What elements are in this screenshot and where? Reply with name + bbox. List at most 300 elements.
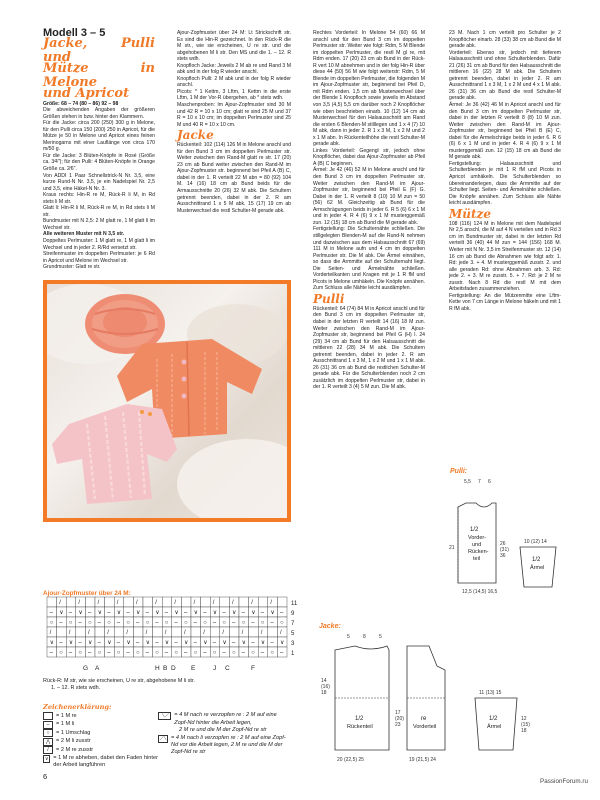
svg-text:14: 14	[321, 678, 327, 684]
col3-p2: Linkes Vorderteil: Gegengl str, jedoch ohne Knopflöcher, dabei das Ajour-Zopfmuster ab Pfeil A (B) C beginnen.	[313, 147, 425, 167]
legend-item: ⟍⟋ = 4 M nach re verzopfen re : 2 M auf eine Zopf-Nd hinter die Arbeit legen,	[158, 712, 288, 727]
arrow-label: E	[191, 665, 196, 672]
col4-p1: 23 M. Nach 1 cm verteilt pro Schulter je 2 Knopflöcher einarb. 28 (33) 38 cm ab Bund die M gerade abk.	[449, 30, 561, 50]
col1-p7: Glatt li: Hin-R li M, Rück-R re M, in Rd stets li M str.	[43, 205, 155, 218]
chart-symbol: –	[212, 620, 217, 627]
chart-symbol: /	[145, 630, 148, 637]
chart-cell	[277, 627, 287, 637]
chart-cell	[66, 627, 76, 637]
row-number: 11	[291, 601, 298, 607]
chart-cell	[85, 627, 95, 637]
chart-symbol: ∨	[59, 610, 64, 617]
pulli-body-label-c: und	[472, 542, 482, 548]
svg-text:(16): (16)	[321, 684, 330, 690]
col2-p6: Rückenteil: 102 (114) 126 M in Melone anschl und für den Bund 3 cm im doppelten Perlmuster str. Weiter zwischen den Rand-M glatt re str. 17 (20) 23 cm ab Bund weiter zwischen den Rand-M im Ajour-Zopfmuster str. beginnend bei Pfeil A (B) C, dabei in der 1. R verteilt 22 M abn = 80 (92) 104 M. 14 (16) 18 cm ab Bund beids für die Armausschnitte 20 (26) 32 M abk. Die Schultern getrennt beenden, dabei in der 2. R am Ausschnittrand 1 x 5 M abk. 15 (17) 19 cm ab Musterwechsel die restl Schulter-M gerade abk.	[177, 142, 291, 214]
jacke-schematic	[317, 620, 567, 770]
chart-cell	[258, 597, 268, 607]
chart-symbol: –	[260, 610, 265, 617]
chart-symbol: ○	[49, 620, 54, 627]
chart-symbol: ○	[164, 620, 169, 627]
svg-text:6: 6	[488, 479, 491, 485]
chart-symbol: ∨	[155, 610, 160, 617]
pulli-body-label-e: teil	[473, 556, 481, 562]
chart-symbol: –	[97, 640, 101, 647]
arrow-label: B	[163, 665, 168, 672]
chart-symbol: /	[116, 600, 119, 607]
chart-cell	[124, 627, 134, 637]
jacke-back-label: 1/2	[355, 716, 364, 722]
svg-text:(15): (15)	[521, 722, 530, 728]
chart-cell	[114, 597, 124, 607]
svg-text:18: 18	[321, 690, 327, 696]
chart-symbol: –	[59, 620, 63, 627]
chart-symbol: ○	[203, 620, 207, 627]
chart-row-numbers	[291, 601, 298, 657]
chart-cell	[229, 627, 239, 637]
chart-symbol: ∨	[97, 610, 103, 617]
legend-item: 2 M re und die M der Zopf-Nd re str	[179, 727, 267, 734]
chart-symbol: /	[232, 600, 234, 607]
col1-p4: Für die Jacke: 3 Blüten-Knöpfe in Rosé (Größe ca. 3⁄4"); für den Pulli: 4 Blüten-Knöpfe in Orange Größe ca. 2⁄6".	[43, 152, 155, 173]
chart-cell	[220, 597, 230, 607]
svg-text:5,5: 5,5	[464, 479, 471, 485]
chart-symbol: –	[164, 650, 169, 657]
heading-jacke: Jacke	[177, 128, 214, 143]
col1-p8: Bundmuster mit N 2,5: 2 M glatt re, 1 M glatt li im Wechsel str.	[43, 218, 155, 231]
chart-symbol: /	[78, 600, 81, 607]
chart-symbol: ∨	[88, 640, 93, 647]
chart-cell	[201, 597, 211, 607]
chart-symbol: –	[280, 610, 284, 617]
chart-cell	[133, 627, 143, 637]
chart-symbol: /	[49, 630, 52, 637]
chart-symbol: –	[193, 640, 197, 647]
chart-cell	[57, 597, 67, 607]
yarn-over-symbol: ○	[43, 729, 53, 737]
column-4	[449, 30, 561, 312]
chart-symbol: ∨	[251, 610, 256, 617]
cable-right-symbol: ⟍⟋	[158, 712, 171, 720]
chart-cell	[201, 627, 211, 637]
row-number: 9	[291, 611, 295, 617]
col1-p10: Doppeltes Perlmuster: 1 M glatt re, 1 M glatt li im Wechsel und in jeder 2. R/Rd versetzt str.	[43, 238, 155, 251]
legend-item: – = 1 M li	[43, 721, 158, 729]
chart-symbol: –	[251, 640, 255, 647]
chart-cell	[66, 597, 76, 607]
arrow-label: F	[251, 665, 255, 672]
chart-symbol: ∨	[78, 610, 83, 617]
slip-stitch-symbol: ∨	[44, 755, 49, 762]
chart-symbol: ○	[68, 620, 73, 627]
model-label: Modell 3 – 5	[43, 27, 106, 39]
chart-symbol: /	[97, 600, 100, 607]
svg-text:17: 17	[395, 710, 401, 716]
svg-text:5: 5	[379, 634, 382, 640]
chart-symbol: –	[184, 610, 188, 617]
chart-symbol: ∨	[260, 640, 266, 647]
legend-item: ⟋⟍ = 4 M nach li verzopfen re : 2 M auf eine Zopf-Nd vor die Arbeit legen, 2 M re und die M der Zopf-Nd re str	[159, 734, 286, 756]
col3-p3: Ärmel: Je 42 (46) 52 M in Melone anschl und für den Bund 3 cm im doppelten Perlmuster str. Weiter zwischen den Rand-M im Ajour-Zopfmuster str, beginnend bei Pfeil E (F) G. Dabei in der 1. R verteilt 8 (10) 10 M zun = 50 (56) 62 M. Gleichzeitig ab Bund für die Armschrägungen beids in jeder 6. R 5 (6) 6 x 1 M und in jeder 4. R 4 (6) 9 x 1 M musterggemäß zun. 12 (15) 18 cm ab Bund die M gerade abk.	[313, 167, 425, 226]
chart-cell	[95, 597, 105, 607]
chart-cell	[191, 597, 201, 607]
chart-symbol: ○	[97, 650, 102, 657]
col4-p4: Fertigstellung: Halsausschnitt und Schulterblenden je mit 1 R fM und Picots in Apricot umhäkeln. Die Schulterblenden so übereinanderlegen, dass die Armmitte auf der Schulter liegt. Seiten- und Ärmelnähte schließen. Die Knöpfe annähen. Zum Schluss alle Nähte leicht ausdämpfen.	[449, 160, 561, 207]
chart-symbol: ○	[155, 650, 159, 657]
chart-symbol: –	[184, 650, 188, 657]
watermark-footer: PassionForum.ru	[540, 778, 588, 785]
chart-symbol: /	[280, 630, 282, 637]
chart-symbol: –	[222, 610, 226, 617]
chart-cell	[95, 627, 105, 637]
chart-symbol: –	[49, 650, 53, 657]
chart-symbol: ∨	[68, 640, 74, 647]
svg-text:23: 23	[395, 722, 401, 728]
photo-background	[47, 284, 287, 518]
chart-symbol: –	[68, 610, 73, 617]
knitting-chart	[43, 596, 303, 696]
chart-symbol: –	[270, 620, 274, 627]
chart-symbol: ∨	[116, 610, 122, 617]
jacke-front-width: 19 (21,5) 24	[409, 757, 436, 763]
chart-cell	[239, 597, 249, 607]
chart-symbol: /	[174, 600, 177, 607]
chart-symbol: /	[212, 600, 215, 607]
legend-item: ∨ = 1 M re abheben, dabei den Faden hinter der Arbeit langführen	[44, 754, 158, 769]
svg-text:7: 7	[478, 479, 481, 485]
chart-symbol: ○	[88, 620, 92, 627]
chart-symbol: ∨	[164, 640, 170, 647]
chart-symbol: ∨	[193, 610, 199, 617]
chart-symbol: ∨	[270, 610, 275, 617]
chart-symbol: ○	[107, 620, 111, 627]
column-2	[177, 30, 291, 214]
arrow-label: G	[83, 665, 89, 672]
chart-symbol: –	[78, 640, 82, 647]
chart-grid	[47, 597, 287, 657]
chart-symbol: ∨	[126, 640, 131, 647]
chart-symbol: ○	[232, 650, 236, 657]
chart-cell	[277, 597, 287, 607]
chart-symbol: –	[68, 650, 73, 657]
chart-symbol: ∨	[212, 610, 218, 617]
chart-cell	[220, 627, 230, 637]
chart-cell	[249, 597, 259, 607]
chart-symbol: ○	[126, 620, 131, 627]
col1-p3: Für die Jacke: circa 200 (250) 300 g in Melone, für den Pulli circa 150 (200) 250 in Apricot, für die Mütze je 50 in Melone und Apricot eines feinen Merinogarns mit einer Lauflänge von circa 170 m/50 g.	[43, 120, 155, 153]
chart-symbol: ○	[251, 650, 255, 657]
chart-cell	[85, 597, 95, 607]
pulli-body-label-d: Rücken-	[468, 549, 489, 555]
chart-symbol: ∨	[174, 610, 179, 617]
jacke-sleeve-label: 1/2	[489, 716, 498, 722]
col2-p2: Knopfloch Jacke: Jeweils 2 M ab re und Rand 3 M abk und in der folg R wieder anschl.	[177, 62, 291, 76]
chart-symbol: ∨	[184, 640, 189, 647]
chart-symbol: /	[270, 600, 273, 607]
jacke-back-outline	[335, 646, 389, 750]
chart-symbol: –	[136, 640, 140, 647]
chart-cell	[258, 627, 268, 637]
chart-symbol: ○	[116, 650, 121, 657]
chart-symbol: ∨	[107, 640, 112, 647]
chart-cell	[47, 627, 57, 637]
col4-p6: Fertigstellung: An die Mützenmitte eine Lftm-Kette von 7 cm Länge in Melone häkeln und mit 1 R fM abk.	[449, 292, 561, 312]
chart-symbol: ○	[260, 620, 265, 627]
svg-text:36: 36	[500, 553, 506, 559]
chart-symbol: ○	[280, 620, 284, 627]
row-number: 7	[291, 621, 295, 627]
arrow-label: A	[95, 665, 100, 672]
chart-cell	[268, 597, 278, 607]
purl-two-together-symbol: ⋀	[43, 738, 53, 746]
chart-symbol: ∨	[241, 640, 247, 647]
col1-p11: Streifenmuster im doppelten Perlmuster: je 6 Rd in Apricot und Melone im Wechsel str.	[43, 251, 155, 264]
chart-symbol: /	[203, 630, 205, 637]
svg-text:26: 26	[500, 541, 506, 547]
chart-symbol: –	[59, 640, 63, 647]
cable-left-symbol: ⟋⟍	[159, 735, 167, 742]
svg-text:8: 8	[363, 634, 366, 640]
chart-symbol: –	[193, 620, 197, 627]
svg-text:21: 21	[449, 545, 455, 551]
chart-symbol: –	[174, 620, 178, 627]
col2-p5: Maschenproben: Im Ajour-Zopfmuster sind 30 M und 42 R = 10 x 10 cm; glatt re sind 25 M und 37 R = 10 x 10 cm; im doppelten Perlmuster sind 25 M und 40 R = 10 x 10 cm.	[177, 102, 291, 128]
column-1	[43, 27, 155, 271]
arrow-label: C	[225, 665, 230, 672]
legend-item: / = 2 M re zusstr	[43, 746, 158, 754]
purl-symbol: –	[43, 721, 53, 729]
chart-cell	[172, 627, 182, 637]
chart-symbol: –	[145, 610, 149, 617]
arrow-label: D	[171, 665, 176, 672]
pulli-label: Pulli:	[450, 468, 468, 475]
chart-symbol: –	[155, 640, 159, 647]
col1-p2: Die abweichenden Angaben der größeren Größen stehen in bzw. hinter den Klammern.	[43, 107, 155, 120]
chart-symbol: ○	[59, 650, 63, 657]
chart-symbol: /	[88, 630, 90, 637]
jacke-front-label-b: Vorderteil	[413, 724, 437, 730]
chart-symbol: –	[97, 620, 101, 627]
chart-cell	[105, 597, 115, 607]
chart-symbol: –	[203, 610, 207, 617]
heading-pulli: Pulli	[313, 291, 345, 306]
col4-p2: Vorderteil: Ebenso str, jedoch mit tieferem Halsausschnitt und ohne Schulterblenden. Dafür 21 (26) 31 cm ab Bund für den Halsausschnitt die mittleren 16 (22) 28 M abk. Die Schultern getrennt beenden, dabei in jeder 2. R am Ausschnittrand 1 x 3 M, 1 x 2 M und 4 x 1 M abk. 26 (31) 36 cm ab Bund die restl Schulter-M gerade abk.	[449, 49, 561, 102]
chart-symbol: ∨	[136, 610, 141, 617]
chart-cell	[249, 627, 259, 637]
jacke-back-label-b: Rückenteil	[347, 724, 373, 730]
chart-cell	[162, 627, 172, 637]
col1-p5: Von ADDI 1 Paar Schnellstrick-N Nr. 3,5, eine kurze Rund-N Nr. 3,5, je ein Nadelspiel Nr. 2,5 und 3,5, eine Häkel-N Nr. 3.	[43, 172, 155, 192]
chart-symbol: /	[155, 600, 157, 607]
chart-symbol: ∨	[232, 610, 237, 617]
arrow-label: H	[155, 665, 160, 672]
chart-symbol: –	[232, 620, 236, 627]
jacke-sleeve-label-b: Ärmel	[487, 724, 502, 730]
chart-cell	[181, 627, 191, 637]
product-photo	[43, 280, 291, 522]
column-3	[313, 30, 425, 391]
col4-p5: 108 (116) 124 M in Melone mit dem Nadelspiel Nr 2,5 anschl, die M auf 4 N verteilen und in Rd 3 cm im Bundmuster str, dabei in der letzten Rd verteilt 36 (40) 44 M zun = 144 (156) 168 M. Weiter mit N Nr. 3,5 im Streifenmuster str. 12 (14) 16 cm ab Bund die Abnahmen wie folgt arb: 1. Rd: jede 3. + 4. M musterggemäß zusstr. 2. und alle geraden Rd: ohne Abnahmen arb. 3. Rd: jede 2. + 3. M re zusstr. 5. + 7. Rd: je 2 M re zusstr. Nach 8 Rd die restl M mit dem Arbeitsfaden zusammenziehen.	[449, 220, 561, 293]
chart-symbol: /	[241, 630, 244, 637]
chart-symbol: –	[136, 620, 140, 627]
chart-symbol: /	[251, 600, 253, 607]
col3-p1: Rechtes Vorderteil: In Melone 54 (60) 66 M anschl und für den Bund 3 cm im doppelten Perlmuster str. Weiter wie folgt: Rdm, 5 M Blende im doppelten Perlmuster, die restl M gl re, mit Rdm enden. 17 (20) 23 cm ab Bund in der Rück-R vert 10 M abnehmen und in der folg Hin-R über diese 44 (50) 56 M wie folgt weiterstr: Rdm, 5 M Blende im doppelten Perlmuster, die folgenden M im Ajour-Zopfmuster str, beginnend bei Pfeil D, mit Rdm enden. 1,5 cm ab Musterwechsel über der Blende 1 Knopfloch sowie jeweils im Abstand von 3,5 (4,5) 5,5 cm darüber noch 2 Knopflöcher wie oben beschrieben einarb. 10 (12) 14 cm ab Musterwechsel für den Halsausschnitt am Rand die ersten 6 Blenden-M stilllegen und 1 x 4 (7) 10 M abk, dann in jeder 2. R 1 x 3 M, 1 x 2 M und 2 x 1 M abn. In Rückenteilhöhe die restl Schulter-M gerade abk.	[313, 30, 425, 148]
chart-cell	[143, 597, 153, 607]
chart-symbol: ○	[193, 650, 198, 657]
chart-symbol: /	[164, 630, 167, 637]
legend-item: = 1 M re	[43, 712, 158, 720]
svg-text:5: 5	[347, 634, 350, 640]
chart-symbol: ∨	[280, 640, 285, 647]
pulli-body-label-b: Vorder-	[468, 535, 487, 541]
chart-cell	[172, 597, 182, 607]
col3-p5: Rückenteil: 64 (74) 84 M in Apricot anschl und für den Bund 3 cm im doppelten Perlmuster str, dabei in der letzten R verteilt 14 (16) 18 M zun. Weiter zwischen den Rand-M im Ajour-Zopfmuster str, beginnend bei Pfeil G (H) I. 24 (29) 34 cm ab Bund für den Halsausschnitt die mittleren 22 (28) 34 M abk. Die Schultern getrennt beenden, dabei in jeder 2. R am Ausschnittrand 1 x 3 M, 1 x 2 M und 1 x 1 M abk. 26 (31) 36 cm ab Bund die restlichen Schulter-M gerade abk. Für die Schulterblenden noch 2 cm zusätzlich im doppelten Perlmuster str, dabei in der 1. R verteilt 3 (4) 5 M zun. Die M abk.	[313, 305, 425, 391]
legend	[43, 704, 293, 770]
chart-symbol: ○	[78, 650, 83, 657]
chart-symbol: ○	[212, 650, 217, 657]
chart-symbol: –	[116, 620, 121, 627]
chart-cell	[153, 597, 163, 607]
knitwear-illustration	[47, 284, 287, 518]
chart-symbol: –	[241, 650, 245, 657]
title-line-2: Mütze in Melone	[43, 60, 155, 90]
page-number: 6	[43, 772, 48, 781]
chart-cell	[76, 597, 86, 607]
chart-symbol: /	[59, 600, 61, 607]
chart-symbol: –	[145, 650, 149, 657]
chart-cell	[210, 627, 220, 637]
chart-symbol: /	[222, 630, 225, 637]
col1-p6: Kraus rechts: Hin-R re M, Rück-R li M, in Rd stets li M str.	[43, 192, 155, 205]
chart-symbol: –	[49, 610, 53, 617]
jacke-front-label: re	[421, 716, 427, 722]
chart-symbol: ○	[241, 620, 246, 627]
chart-symbol: –	[126, 650, 130, 657]
row-number: 3	[291, 641, 295, 647]
chart-symbol: –	[174, 640, 178, 647]
svg-text:(20): (20)	[395, 716, 404, 722]
col3-p4: Fertigstellung: Die Schulternähte schließen. Die stillgelegten Blenden-M auf die Rund-N nehmen und dazwischen aus dem Halsausschnitt 67 (69) 111 M in Melone aufn und 4 cm im doppelten Perlmuster str. Die M abk. Die Ärmel einnähen, so dass die Armmitte auf der Schulternaht liegt. Die Seiten- und Ärmelnähte schließen. Vorderteilkanten und Kragen mit je 1 R fM und Picots in Melone umhäkeln. Die Knöpfe annähen. Zum Schluss alle Nähte leicht ausdämpfen.	[313, 226, 425, 292]
chart-symbol: –	[203, 650, 207, 657]
chart-symbol: –	[280, 650, 284, 657]
chart-symbol: –	[222, 650, 226, 657]
chart-note-2: 1. – 12. R stets wdh.	[51, 685, 101, 691]
chart-symbol: –	[260, 650, 265, 657]
legend-title: Zeichenerklärung:	[43, 703, 112, 711]
title-line-3: und Apricot	[43, 85, 130, 101]
chart-cell	[268, 627, 278, 637]
chart-symbol: /	[184, 630, 186, 637]
row-number: 1	[291, 651, 295, 657]
chart-symbol: –	[107, 650, 111, 657]
chart-symbol: ○	[270, 650, 275, 657]
chart-symbol: ∨	[49, 640, 55, 647]
row-number: 5	[291, 631, 295, 637]
chart-title: Ajour-Zopfmuster über 24 M:	[43, 590, 131, 597]
jacke-sleeve-width: 11 (13) 15	[479, 690, 502, 696]
chart-symbol: ○	[145, 620, 150, 627]
arrow-label: J	[213, 665, 217, 672]
jacke-front-outline	[407, 646, 445, 750]
chart-symbol: –	[116, 640, 121, 647]
chart-cell	[114, 627, 124, 637]
col1-p9: Alle weiteren Muster mit N 3,5 str.	[43, 231, 125, 238]
chart-symbol: /	[107, 630, 109, 637]
chart-cell	[124, 597, 134, 607]
pulli-sleeve-label-b: Ärmel	[530, 565, 545, 571]
pulli-schematic	[448, 465, 568, 615]
chart-symbol: /	[260, 630, 263, 637]
chart-cell	[162, 597, 172, 607]
pulli-body-label: 1/2	[470, 527, 479, 533]
col2-p3: Knopfloch Pulli: 2 M abk und in der folg R wieder anschl.	[177, 75, 291, 89]
chart-symbol: ○	[222, 620, 227, 627]
pulli-sleeve-label: 1/2	[532, 557, 541, 563]
chart-symbol: ○	[184, 620, 188, 627]
chart-cell	[143, 627, 153, 637]
chart-arrows	[83, 665, 255, 672]
chart-symbol: –	[241, 610, 245, 617]
chart-symbol: –	[88, 650, 92, 657]
title-line-1: Jacke, Pulli und	[43, 35, 155, 65]
chart-cell	[229, 597, 239, 607]
size-line: Größe: 68 – 74 (80 – 86) 92 – 98	[43, 100, 119, 107]
jacke-label: Jacke:	[319, 623, 341, 630]
chart-cell	[133, 597, 143, 607]
chart-cell	[57, 627, 67, 637]
col2-p1: Ajour-Zopfmuster über 24 M: Lt Strickschrift str. Es sind die Hin-R gezeichnet. In den Rück-R die M str., wie sie erscheinen, U re str. und die abgehobenen M li str. Den MS und die 1. – 12. R stets wdh.	[177, 30, 291, 63]
chart-symbol: –	[251, 620, 255, 627]
chart-cell	[239, 627, 249, 637]
chart-symbol: ∨	[145, 640, 151, 647]
chart-symbol: ○	[174, 650, 179, 657]
chart-symbol: –	[270, 640, 274, 647]
chart-symbol: –	[155, 620, 159, 627]
chart-note: Rück-R: M str, wie sie erscheinen, U re str, abgehobene M li str.	[43, 678, 195, 684]
chart-cell	[153, 627, 163, 637]
chart-symbol: /	[136, 600, 138, 607]
chart-symbol: –	[88, 610, 92, 617]
chart-symbol: –	[107, 610, 111, 617]
chart-cell	[181, 597, 191, 607]
col1-p12: Grundmuster: Glatt re str.	[43, 264, 101, 271]
col4-p3: Ärmel: Je 36 (42) 46 M in Apricot anschl und für den Bund 3 cm im doppelten Perlmuster str, dabei in der letzten R verteilt 8 (8) 10 M zun. Weiter zwischen den Rand-M im Ajour-Zopfmuster str, beginnend bei Pfeil B (E) C, dabei für die Armelschräge beids in jeder 6. R 6 (6) 6 x 1 M und in jeder 4. R 4 (6) 9 x 1 M musterggemäß zun. 12 (15) 18 cm ab Bund die M gerade abk.	[449, 102, 561, 161]
pulli-width: 12,5 (14,5) 16,5	[462, 589, 498, 595]
svg-text:(31): (31)	[500, 547, 509, 553]
svg-text:18: 18	[521, 728, 527, 734]
jacke-back-width: 20 (22,5) 25	[337, 757, 364, 763]
chart-symbol: /	[68, 630, 71, 637]
chart-symbol: –	[78, 620, 82, 627]
legend-item: ○ = 1 Umschlag	[43, 729, 158, 737]
chart-symbol: ○	[136, 650, 140, 657]
pulli-sleeve-width: 10 (12) 14	[524, 539, 547, 545]
col2-p4: Picots: * 1 Kettm, 3 Lftm, 1 Kettm in die erste Lftm, 1 M der Vor-R übergehen, ab * stets wdh.	[177, 88, 291, 102]
chart-symbol: ∨	[222, 640, 227, 647]
chart-symbol: –	[232, 640, 236, 647]
pullover-image	[52, 404, 177, 504]
legend-item: ⋀ = 2 M li zusstr	[43, 738, 158, 746]
chart-cell	[191, 627, 201, 637]
knit-symbol	[43, 712, 53, 720]
knit-two-together-symbol: /	[43, 746, 53, 754]
svg-text:12: 12	[521, 716, 527, 722]
chart-symbol: ∨	[203, 640, 208, 647]
chart-cell	[210, 597, 220, 607]
heading-muetze: Mütze	[449, 206, 491, 221]
chart-symbol: –	[126, 610, 130, 617]
chart-symbol: /	[193, 600, 196, 607]
chart-cell	[47, 597, 57, 607]
